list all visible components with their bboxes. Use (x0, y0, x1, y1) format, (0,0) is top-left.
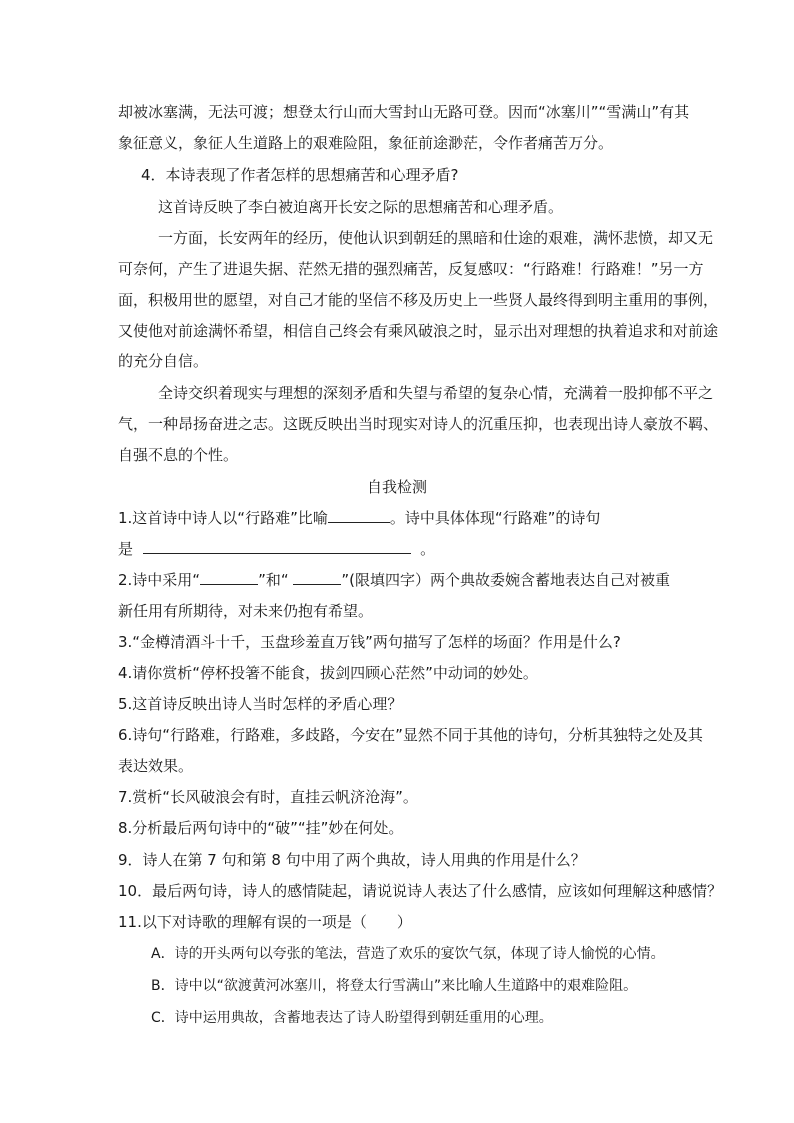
question-2-continued: 新任用有所期待，对未来仍抱有希望。 (118, 602, 374, 620)
question-10: 10．最后两句诗，诗人的感情陡起，请说说诗人表达了什么感情，应该如何理解这种感情？ (118, 882, 723, 900)
paragraph-line: 却被冰塞满，无法可渡；想登太行山而大雪封山无路可登。因而“冰塞川”“雪满山”有其 (118, 103, 690, 121)
paragraph-line: 面，积极用世的愿望，对自己才能的坚信不移及历史上一些贤人最终得到明主重用的事例， (118, 291, 719, 309)
question-4: 4.请你赏析“停杯投箸不能食，拔剑四顾心茫然”中动词的妙处。 (118, 664, 538, 682)
option-c[interactable]: C．诗中运用典故，含蓄地表达了诗人盼望得到朝廷重用的心理。 (151, 1010, 553, 1026)
paragraph-line: 全诗交织着现实与理想的深刻矛盾和失望与希望的复杂心情，充满着一股抑郁不平之 (158, 384, 714, 402)
answer-blank[interactable] (328, 508, 390, 523)
answer-blank[interactable] (200, 570, 258, 585)
paragraph-line: 气，一种昂扬奋进之志。这既反映出当时现实对诗人的沉重压抑，也表现出诗人豪放不羁、 (118, 415, 719, 433)
section-title: 自我检测 (366, 478, 427, 496)
paragraph-line: 自强不息的个性。 (118, 446, 239, 464)
question-1-continued: 是 。 (118, 540, 436, 558)
question-9: 9．诗人在第 7 句和第 8 句中用了两个典故，诗人用典的作用是什么？ (118, 851, 586, 869)
answer-blank[interactable] (293, 570, 341, 585)
question-2: 2.诗中采用“ ”和“ ”(限填四字）两个典故委婉含蓄地表达自己对被重 (118, 571, 671, 589)
question-6: 6.诗句“行路难，行路难，多歧路，今安在”显然不同于其他的诗句，分析其独特之处及其 (118, 726, 703, 744)
paragraph-line: 一方面，长安两年的经历，使他认识到朝廷的黑暗和仕途的艰难，满怀悲愤，却又无 (158, 229, 714, 247)
question-11: 11.以下对诗歌的理解有误的一项是（ ） (118, 913, 412, 931)
answer-blank[interactable] (143, 539, 411, 554)
paragraph-line: 的充分自信。 (118, 352, 209, 370)
option-b[interactable]: B．诗中以“欲渡黄河冰塞川，将登太行雪满山”来比喻人生道路中的艰难险阻。 (151, 978, 638, 994)
question-6-continued: 表达效果。 (118, 757, 194, 775)
question-7: 7.赏析“长风破浪会有时，直挂云帆济沧海”。 (118, 788, 418, 806)
question-3: 3.“金樽清酒斗十千，玉盘珍羞直万钱”两句描写了怎样的场面？作用是什么? (118, 633, 621, 651)
paragraph-line: 又使他对前途满怀希望，相信自己终会有乘风破浪之时，显示出对理想的执着追求和对前途 (118, 322, 719, 340)
question-8: 8.分析最后两句诗中的“破”“挂”妙在何处。 (118, 819, 404, 837)
question-heading: 4．本诗表现了作者怎样的思想痛苦和心理矛盾? (141, 166, 459, 184)
question-5: 5.这首诗反映出诗人当时怎样的矛盾心理？ (118, 695, 403, 713)
paragraph-line: 象征意义，象征人生道路上的艰难险阻，象征前途渺茫，令作者痛苦万分。 (118, 134, 614, 152)
question-1: 1.这首诗中诗人以“行路难”比喻 。诗中具体体现“行路难”的诗句 (118, 509, 601, 527)
paragraph-line: 这首诗反映了李白被迫离开长安之际的思想痛苦和心理矛盾。 (158, 198, 564, 216)
option-a[interactable]: A．诗的开头两句以夸张的笔法，营造了欢乐的宴饮气氛，体现了诗人愉悦的心情。 (151, 946, 665, 962)
paragraph-line: 可奈何，产生了进退失据、茫然无措的强烈痛苦，反复感叹：“行路难！行路难！”另一方 (118, 260, 704, 278)
